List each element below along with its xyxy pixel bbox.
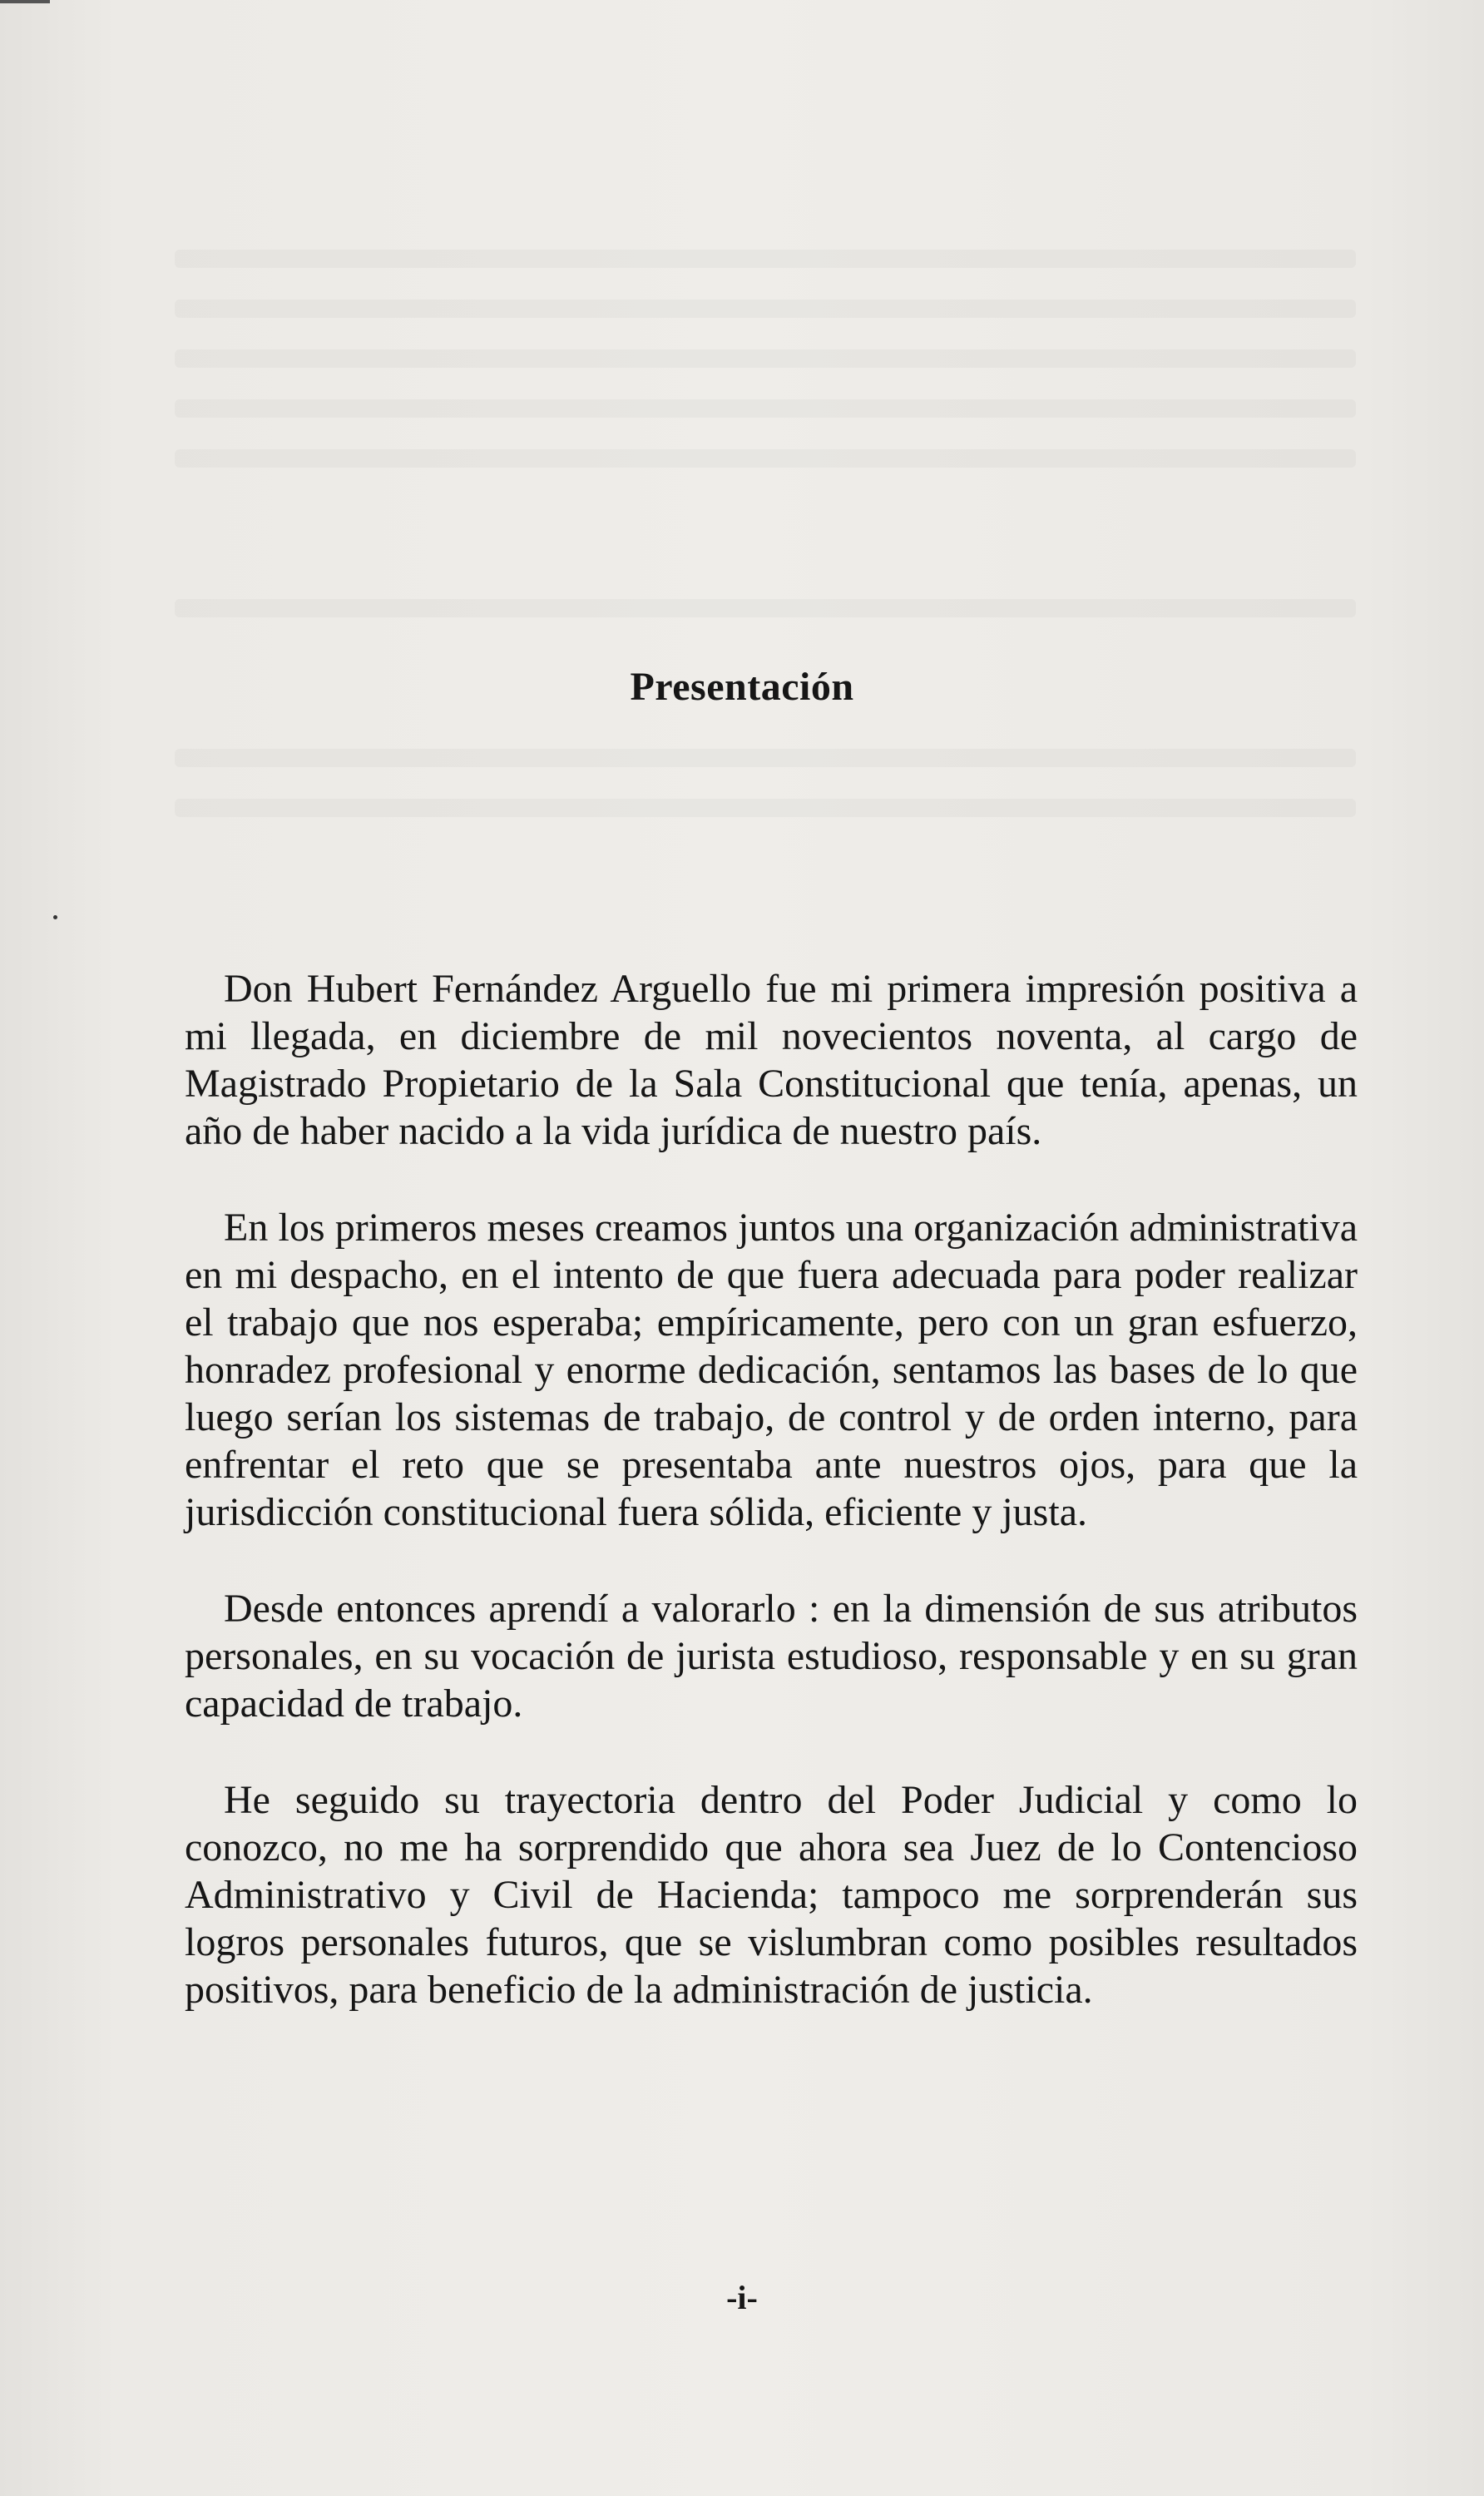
page-number: -i- xyxy=(726,2279,758,2316)
dust-speck xyxy=(53,915,57,919)
show-through-line xyxy=(175,399,1356,418)
page-title: Presentación xyxy=(630,665,854,709)
paragraph-1: Don Hubert Fernández Arguello fue mi primera impresión positiva a mi llegada, en diciembre de mil novecientos noventa, al cargo de Magistrado Propietario de la Sala Constitucional que tenía, apenas, un año de haber nacido a la vida jurídica de nuestro país. xyxy=(185,967,1358,1153)
show-through-line xyxy=(175,599,1356,617)
show-through-line xyxy=(175,749,1356,767)
show-through-line xyxy=(175,349,1356,368)
show-through-line xyxy=(175,799,1356,817)
show-through-line xyxy=(175,300,1356,318)
show-through-line xyxy=(175,250,1356,268)
paragraph-4: He seguido su trayectoria dentro del Poder Judicial y como lo conozco, no me ha sorprendido que ahora sea Juez de lo Contencioso Administrativo y Civil de Hacienda; tampoco me sorprenderán sus logros personales futuros, que se vislumbran como posibles resultados positivos, para beneficio de la administración de justicia. xyxy=(185,1778,1358,2012)
show-through-line xyxy=(175,449,1356,468)
body-text xyxy=(185,965,1358,2063)
paragraph-2: En los primeros meses creamos juntos una organización administrativa en mi despacho, en el intento de que fuera adecuada para poder realizar el trabajo que nos esperaba; empíricamente, pero con un gran esfuerzo, honradez profesional y enorme dedicación, sentamos las bases de lo que luego serían los sistemas de trabajo, de control y de orden interno, para enfrentar el reto que se presentaba ante nuestros ojos, para que la jurisdicción constitucional fuera sólida, eficiente y justa. xyxy=(185,1206,1358,1534)
paragraph-3: Desde entonces aprendí a valorarlo : en la dimensión de sus atributos personales, en su vocación de jurista estudioso, responsable y en su gran capacidad de trabajo. xyxy=(185,1587,1358,1726)
scan-edge-mark xyxy=(0,0,50,3)
